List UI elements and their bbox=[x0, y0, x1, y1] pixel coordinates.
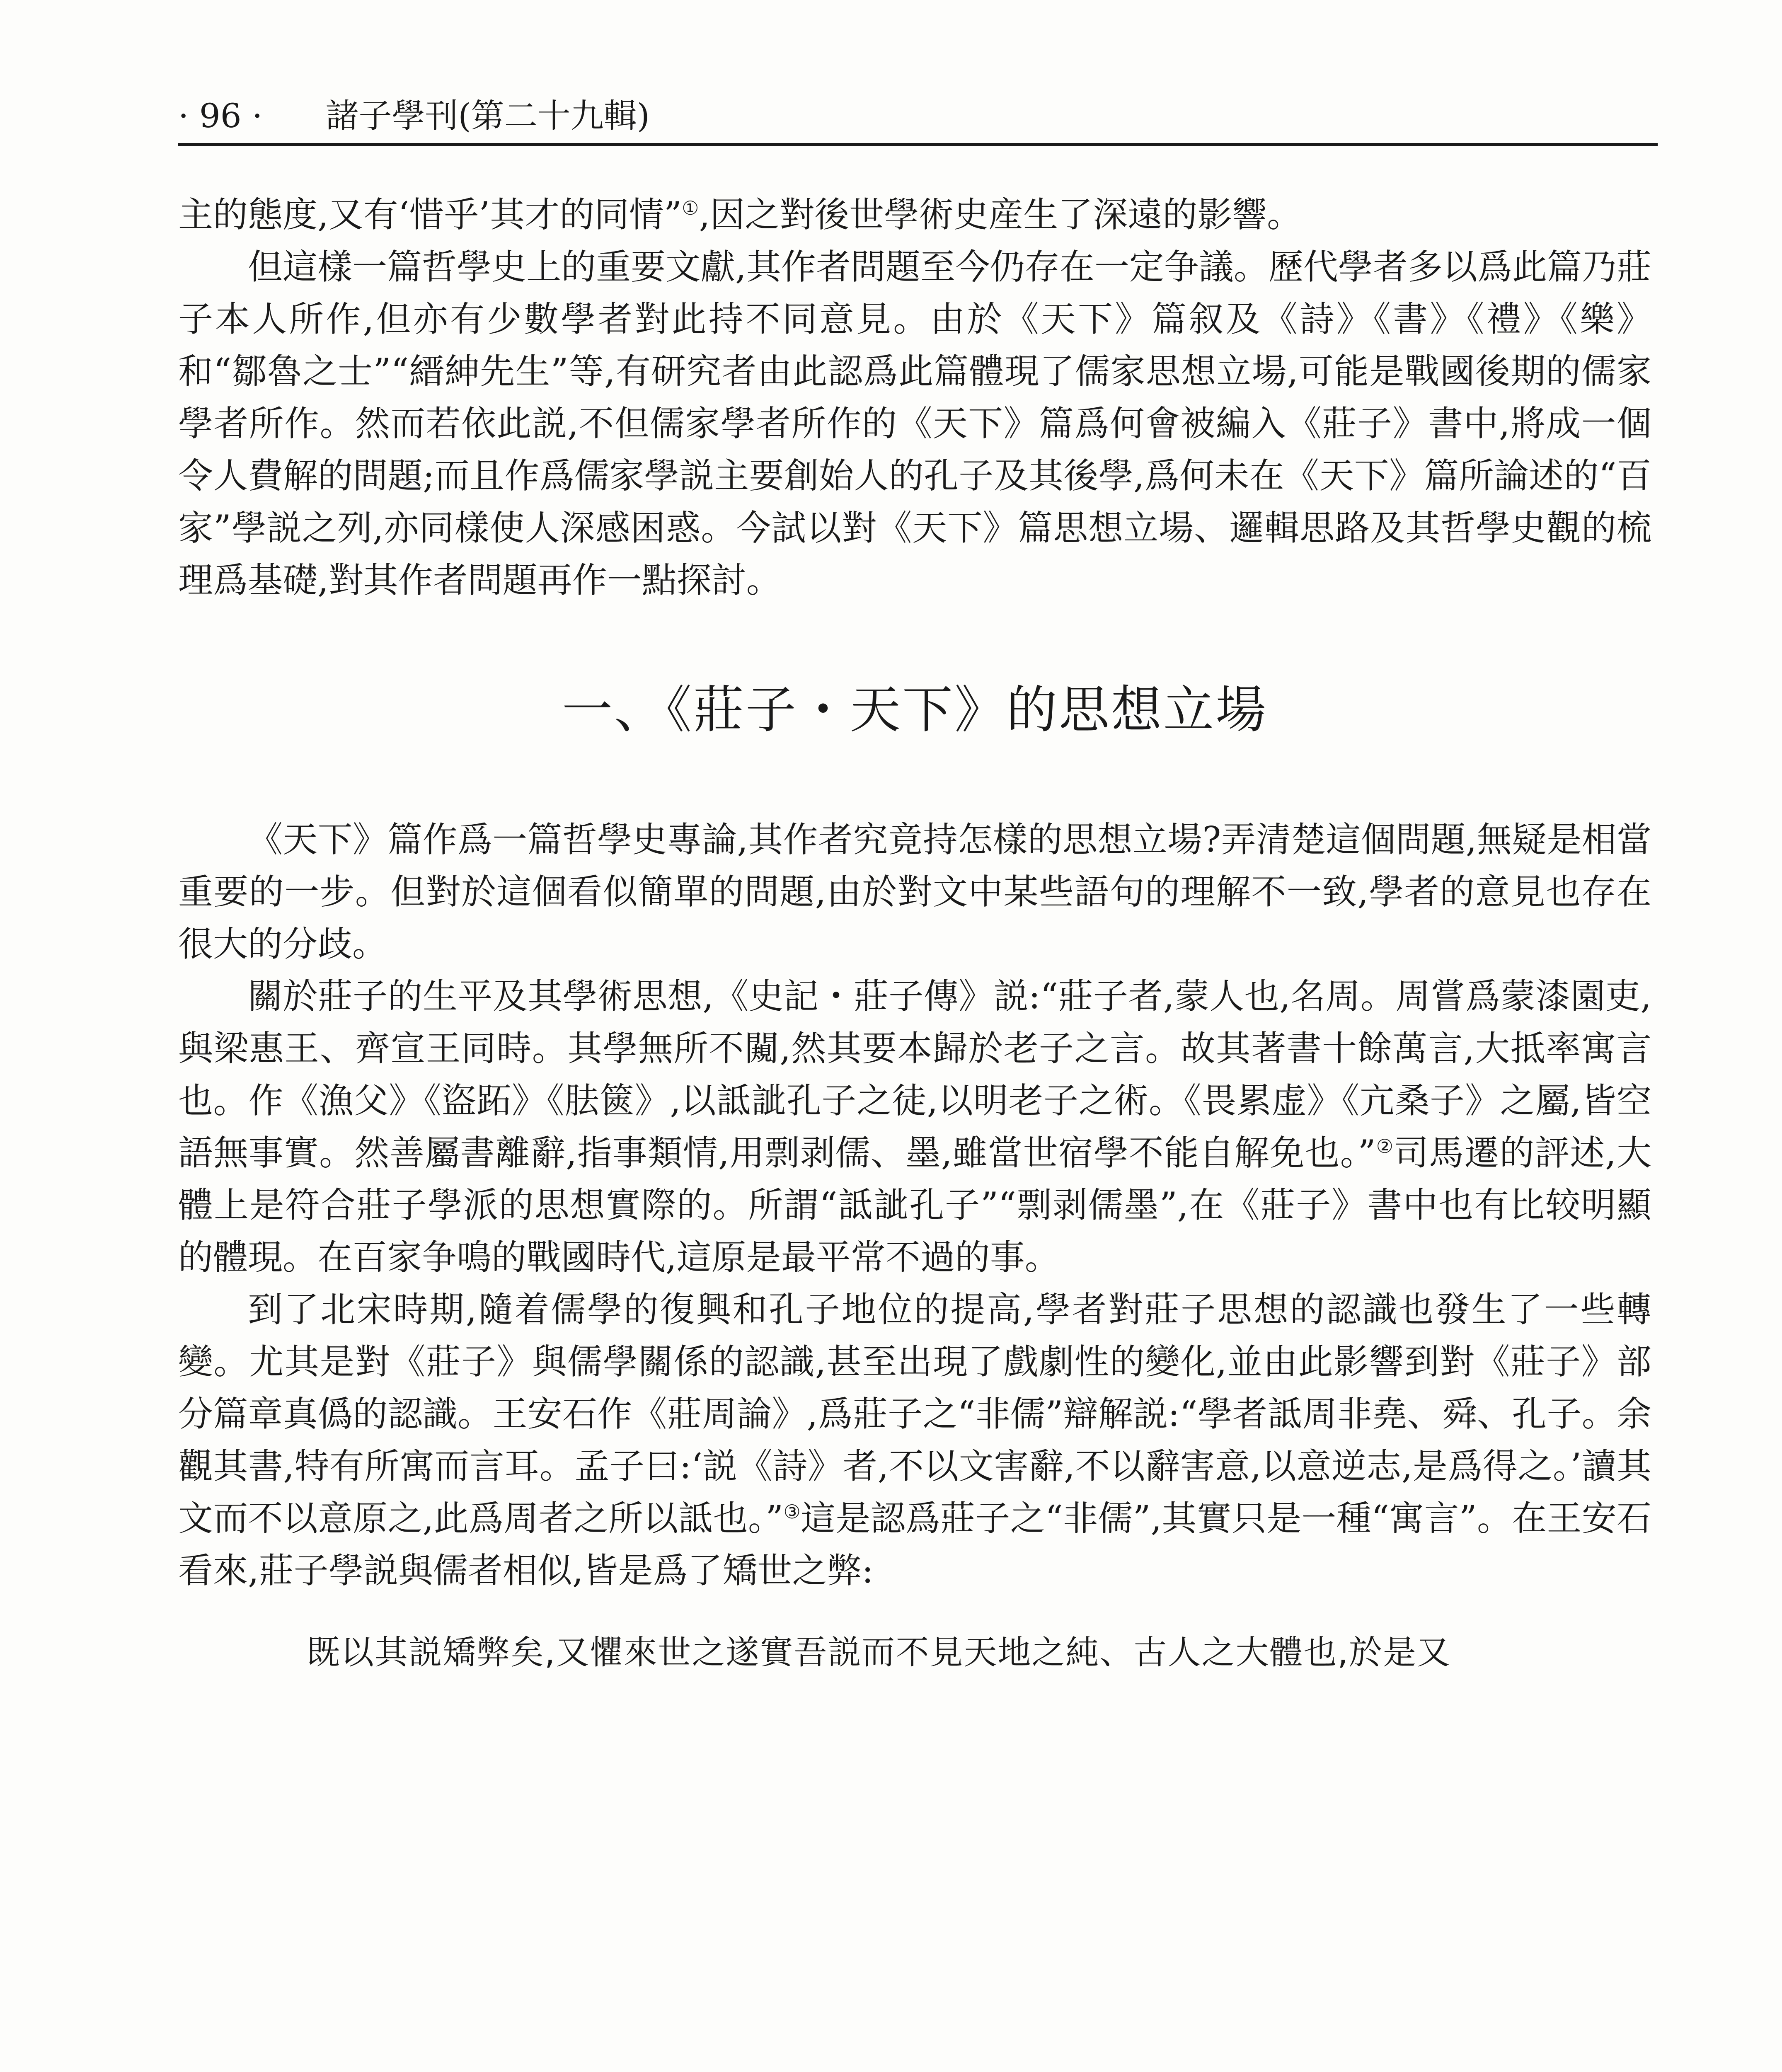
paragraph-5-text: 到了北宋時期,隨着儒學的復興和孔子地位的提高,學者對莊子思想的認識也發生了一些轉變。尤其是對《莊子》與儒學關係的認識,甚至出現了戲劇性的變化,並由此影響到對《莊子》部分篇章真僞的認識。王安石作《莊周論》,爲莊子之“非儒”辯解説:“學者詆周非堯、舜、孔子。余觀其書,特有所寓而言耳。孟子曰:‘説《詩》者,不以文害辭,不以辭害意,以意逆志,是爲得之。’讀其文而不以意原之,此爲周者之所以詆也。” bbox=[178, 1289, 1652, 1539]
journal-title: 諸子學刊(第二十九輯) bbox=[325, 97, 650, 135]
paragraph-5 bbox=[178, 1283, 1651, 1597]
page-number: · 96 · bbox=[178, 97, 263, 135]
section-heading: 一、《莊子・天下》的思想立場 bbox=[562, 680, 1268, 739]
running-header bbox=[178, 89, 1654, 143]
body-text bbox=[178, 189, 1651, 1677]
footnote-ref-1[interactable]: ① bbox=[682, 197, 699, 219]
paragraph-4-rest: 司馬遷的評述,大體上是符合莊子學派的思想實際的。所謂“詆訿孔子”“剽剥儒墨”,在《莊子》書中也有比较明顯的體現。在百家争鳴的戰國時代,這原是最平常不過的事。 bbox=[178, 1133, 1651, 1278]
paragraph-1-text: 主的態度,又有‘惜乎’其才的同情” bbox=[178, 194, 682, 235]
block-quote: 既以其説矯弊矣,又懼來世之遂實吾説而不見天地之純、古人之大體也,於是又 bbox=[307, 1633, 1451, 1672]
paragraph-1 bbox=[178, 189, 1651, 241]
paragraph-1-rest: ,因之對後世學術史産生了深遠的影響。 bbox=[699, 194, 1302, 235]
paragraph-2: 但這樣一篇哲學史上的重要文獻,其作者問題至今仍存在一定争議。歷代學者多以爲此篇乃莊子本人所作,但亦有少數學者對此持不同意見。由於《天下》篇叙及《詩》《書》《禮》《樂》和“鄒魯之士”“縉紳先生”等,有研究者由此認爲此篇體現了儒家思想立場,可能是戰國後期的儒家學者所作。然而若依此説,不但儒家學者所作的《天下》篇爲何會被編入《莊子》書中,將成一個令人費解的問題;而且作爲儒家學説主要創始人的孔子及其後學,爲何未在《天下》篇所論述的“百家”學説之列,亦同樣使人深感困惑。今試以對《天下》篇思想立場、邏輯思路及其哲學史觀的梳理爲基礎,對其作者問題再作一點探討。 bbox=[178, 247, 1651, 600]
footnote-ref-3[interactable]: ③ bbox=[783, 1501, 801, 1523]
paragraph-4-text: 關於莊子的生平及其學術思想,《史記・莊子傳》説:“莊子者,蒙人也,名周。周嘗爲蒙漆園吏,與梁惠王、齊宣王同時。其學無所不闚,然其要本歸於老子之言。故其著書十餘萬言,大抵率寓言也。作《漁父》《盜跖》《胠篋》,以詆訿孔子之徒,以明老子之術。《畏累虚》《亢桑子》之屬,皆空語無事實。然善屬書離辭,指事類情,用剽剥儒、墨,雖當世宿學不能自解免也。” bbox=[178, 976, 1651, 1173]
paragraph-5-rest: 這是認爲莊子之“非儒”,其實只是一種“寓言”。在王安石看來,莊子學説與儒者相似,皆是爲了矯世之弊: bbox=[178, 1498, 1651, 1591]
footnote-ref-2[interactable]: ② bbox=[1375, 1135, 1394, 1157]
header-rule bbox=[178, 143, 1658, 146]
paragraph-3: 《天下》篇作爲一篇哲學史專論,其作者究竟持怎樣的思想立場?弄清楚這個問題,無疑是相當重要的一步。但對於這個看似簡單的問題,由於對文中某些語句的理解不一致,學者的意見也存在很大的分歧。 bbox=[178, 819, 1651, 964]
paragraph-4 bbox=[178, 970, 1651, 1283]
